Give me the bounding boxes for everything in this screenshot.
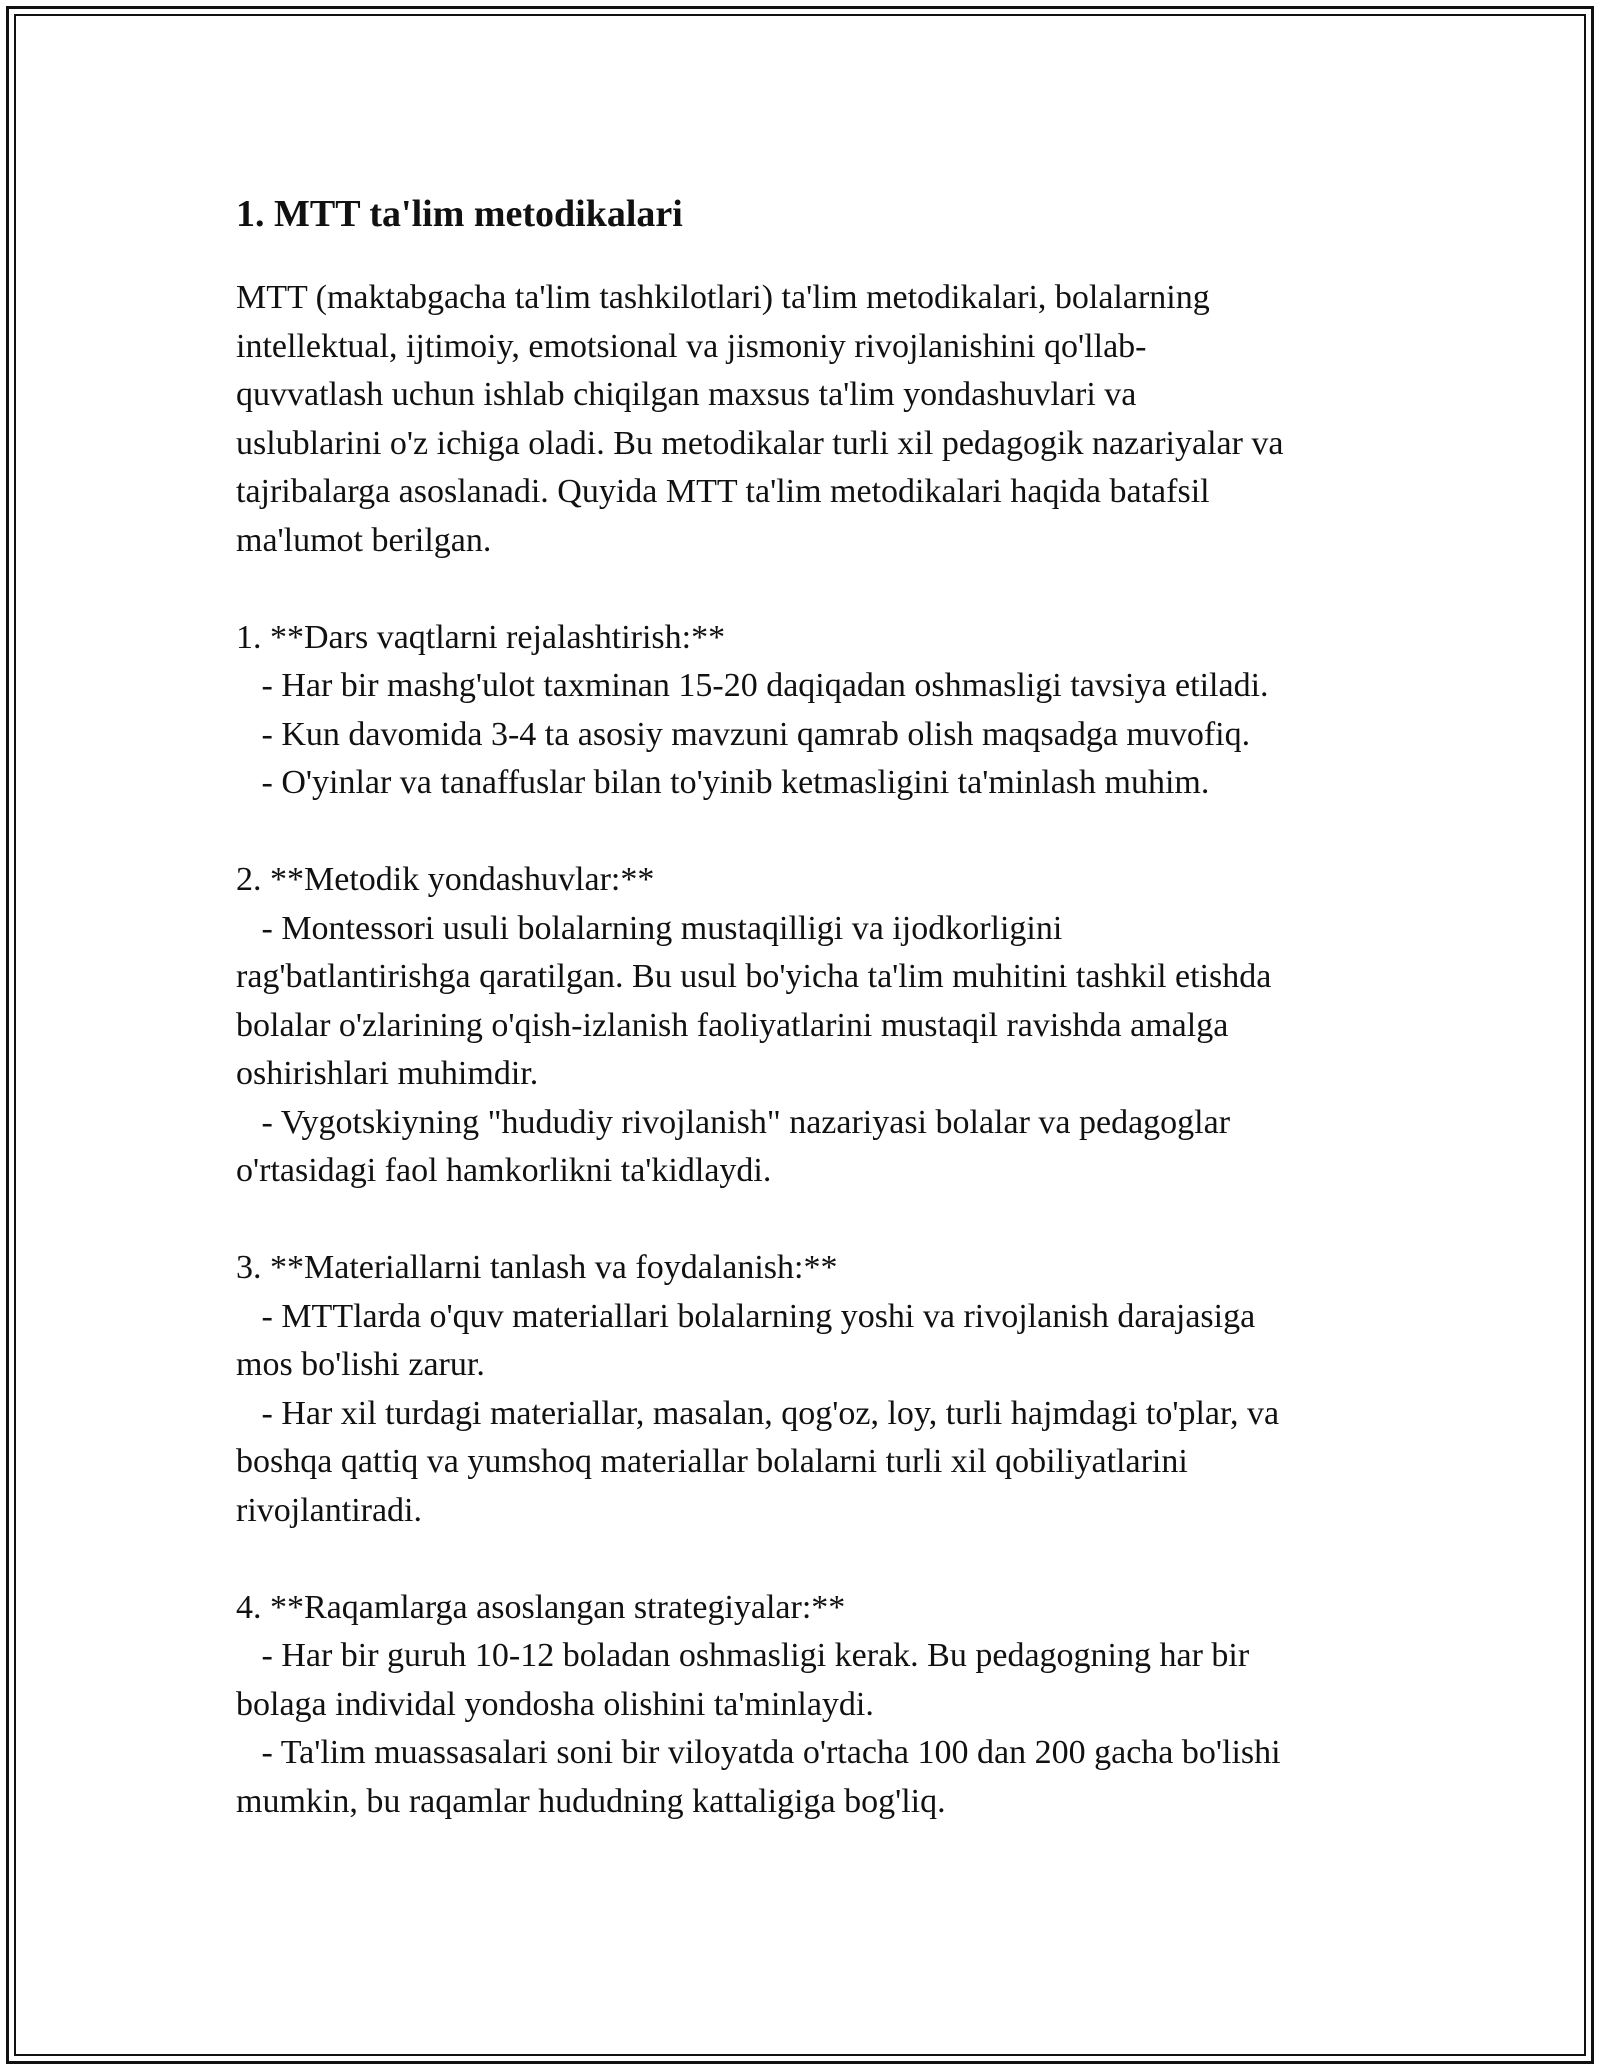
document-body: MTT (maktabgacha ta'lim tashkilotlari) ta'lim metodikalari, bolalarning intellektual, ijtimoiy, emotsional va jismoniy rivojlanishini qo'llab- quvvatlash uchun ishlab chiqilgan maxsus ta'lim yondashuvlari va uslublarini o'z ichiga oladi. Bu metodikalar turli xil pedagogik nazariyalar va tajribalarga asoslanadi. Quyida MTT ta'lim metodikalari haqida batafsil ma'lumot berilgan. 1. **Dars vaqtlarni rejalashtirish:** - Har bir mashg'ulot taxminan 15-20 daqiqadan oshmasligi tavsiya etiladi. - Kun davomida 3-4 ta asosiy mavzuni qamrab olish maqsadga muvofiq. - O'yinlar va tanaffuslar bilan to'yinib ketmasligini ta'minlash muhim. 2. **Metodik yondashuvlar:** - Montessori usuli bolalarning mustaqilligi va ijodkorligini rag'batlantirishga qaratilgan. Bu usul bo'yicha ta'lim muhitini tashkil etishda bolalar o'zlarining o'qish-izlanish faoliyatlarini mustaqil ravishda amalga oshirishlari muhimdir. - Vygotskiyning "hududiy rivojlanish" nazariyasi bolalar va pedagoglar o'rtasidagi faol hamkorlikni ta'kidlaydi. 3. **Materiallarni tanlash va foydalanish:** - MTTlarda o'quv materiallari bolalarning yoshi va rivojlanish darajasiga mos bo'lishi zarur. - Har xil turdagi materiallar, masalan, qog'oz, loy, turli hajmdagi to'plar, va boshqa qattiq va yumshoq materiallar bolalarni turli xil qobiliyatlarini rivojlantiradi. 4. **Raqamlarga asoslangan strategiyalar:** - Har bir guruh 10-12 boladan oshmasligi kerak. Bu pedagogning har bir bolaga individal yondosha olishini ta'minlaydi. - Ta'lim muassasalari soni bir viloyatda o'rtacha 100 dan 200 gacha bo'lishi mumkin, bu raqamlar hududning kattaligiga bog'liq. — [236, 279, 1284, 1820]
document-page — [236, 190, 1386, 1826]
document-heading: 1. MTT ta'lim metodikalari — [236, 193, 683, 235]
